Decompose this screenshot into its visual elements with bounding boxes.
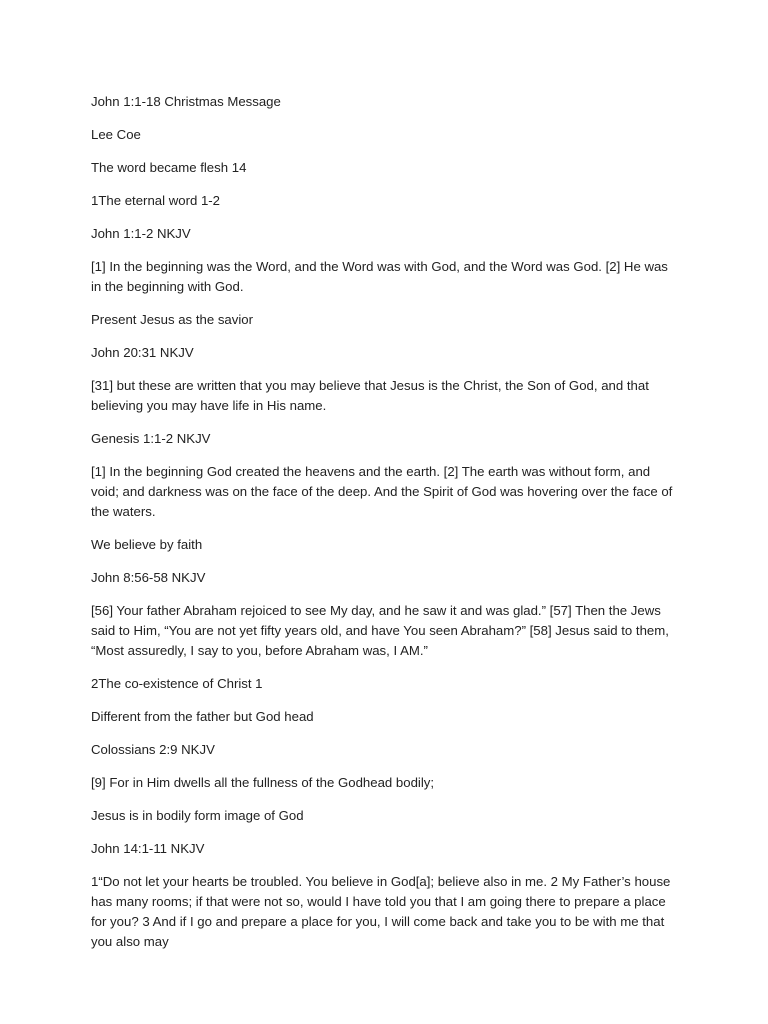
scripture-text: [9] For in Him dwells all the fullness of the Godhead bodily; bbox=[91, 775, 435, 790]
paragraph: Jesus is in bodily form image of God bbox=[91, 808, 304, 823]
scripture-text: [56] Your father Abraham rejoiced to see My day, and he saw it and was glad.” [57] Then the Jews said to Him, “You are not yet fifty years old, and have You seen Abraham?” [58] Jesus said to them, “Most assuredly, I say to you, before Abraham was, I AM.” bbox=[91, 603, 669, 658]
scripture-reference: Colossians 2:9 NKJV bbox=[91, 742, 215, 757]
paragraph: Different from the father but God head bbox=[91, 709, 314, 724]
section-heading: 1The eternal word 1-2 bbox=[91, 193, 221, 208]
document-title: John 1:1-18 Christmas Message bbox=[91, 94, 281, 109]
paragraph: The word became flesh 14 bbox=[91, 160, 247, 175]
scripture-reference: Genesis 1:1-2 NKJV bbox=[91, 431, 211, 446]
paragraph: We believe by faith bbox=[91, 537, 203, 552]
scripture-text: 1“Do not let your hearts be troubled. You believe in God[a]; believe also in me. 2 My Father’s house has many rooms; if that were not so, would I have told you that I am going there to prepare a place for you? 3 And if I go and prepare a place for you, I will come back and take you to be with me that you also may bbox=[91, 874, 671, 949]
scripture-text: [1] In the beginning God created the heavens and the earth. [2] The earth was without form, and void; and darkness was on the face of the deep. And the Spirit of God was hovering over the face of the waters. bbox=[91, 464, 673, 519]
scripture-text: [1] In the beginning was the Word, and the Word was with God, and the Word was God. [2] He was in the beginning with God. bbox=[91, 259, 668, 294]
scripture-reference: John 14:1-11 NKJV bbox=[91, 841, 205, 856]
paragraph: Present Jesus as the savior bbox=[91, 312, 253, 327]
document-body bbox=[91, 92, 681, 965]
scripture-reference: John 8:56-58 NKJV bbox=[91, 570, 206, 585]
scripture-reference: John 20:31 NKJV bbox=[91, 345, 194, 360]
scripture-reference: John 1:1-2 NKJV bbox=[91, 226, 191, 241]
section-heading: 2The co-existence of Christ 1 bbox=[91, 676, 263, 691]
author-name: Lee Coe bbox=[91, 127, 141, 142]
scripture-text: [31] but these are written that you may believe that Jesus is the Christ, the Son of God, and that believing you may have life in His name. bbox=[91, 378, 649, 413]
